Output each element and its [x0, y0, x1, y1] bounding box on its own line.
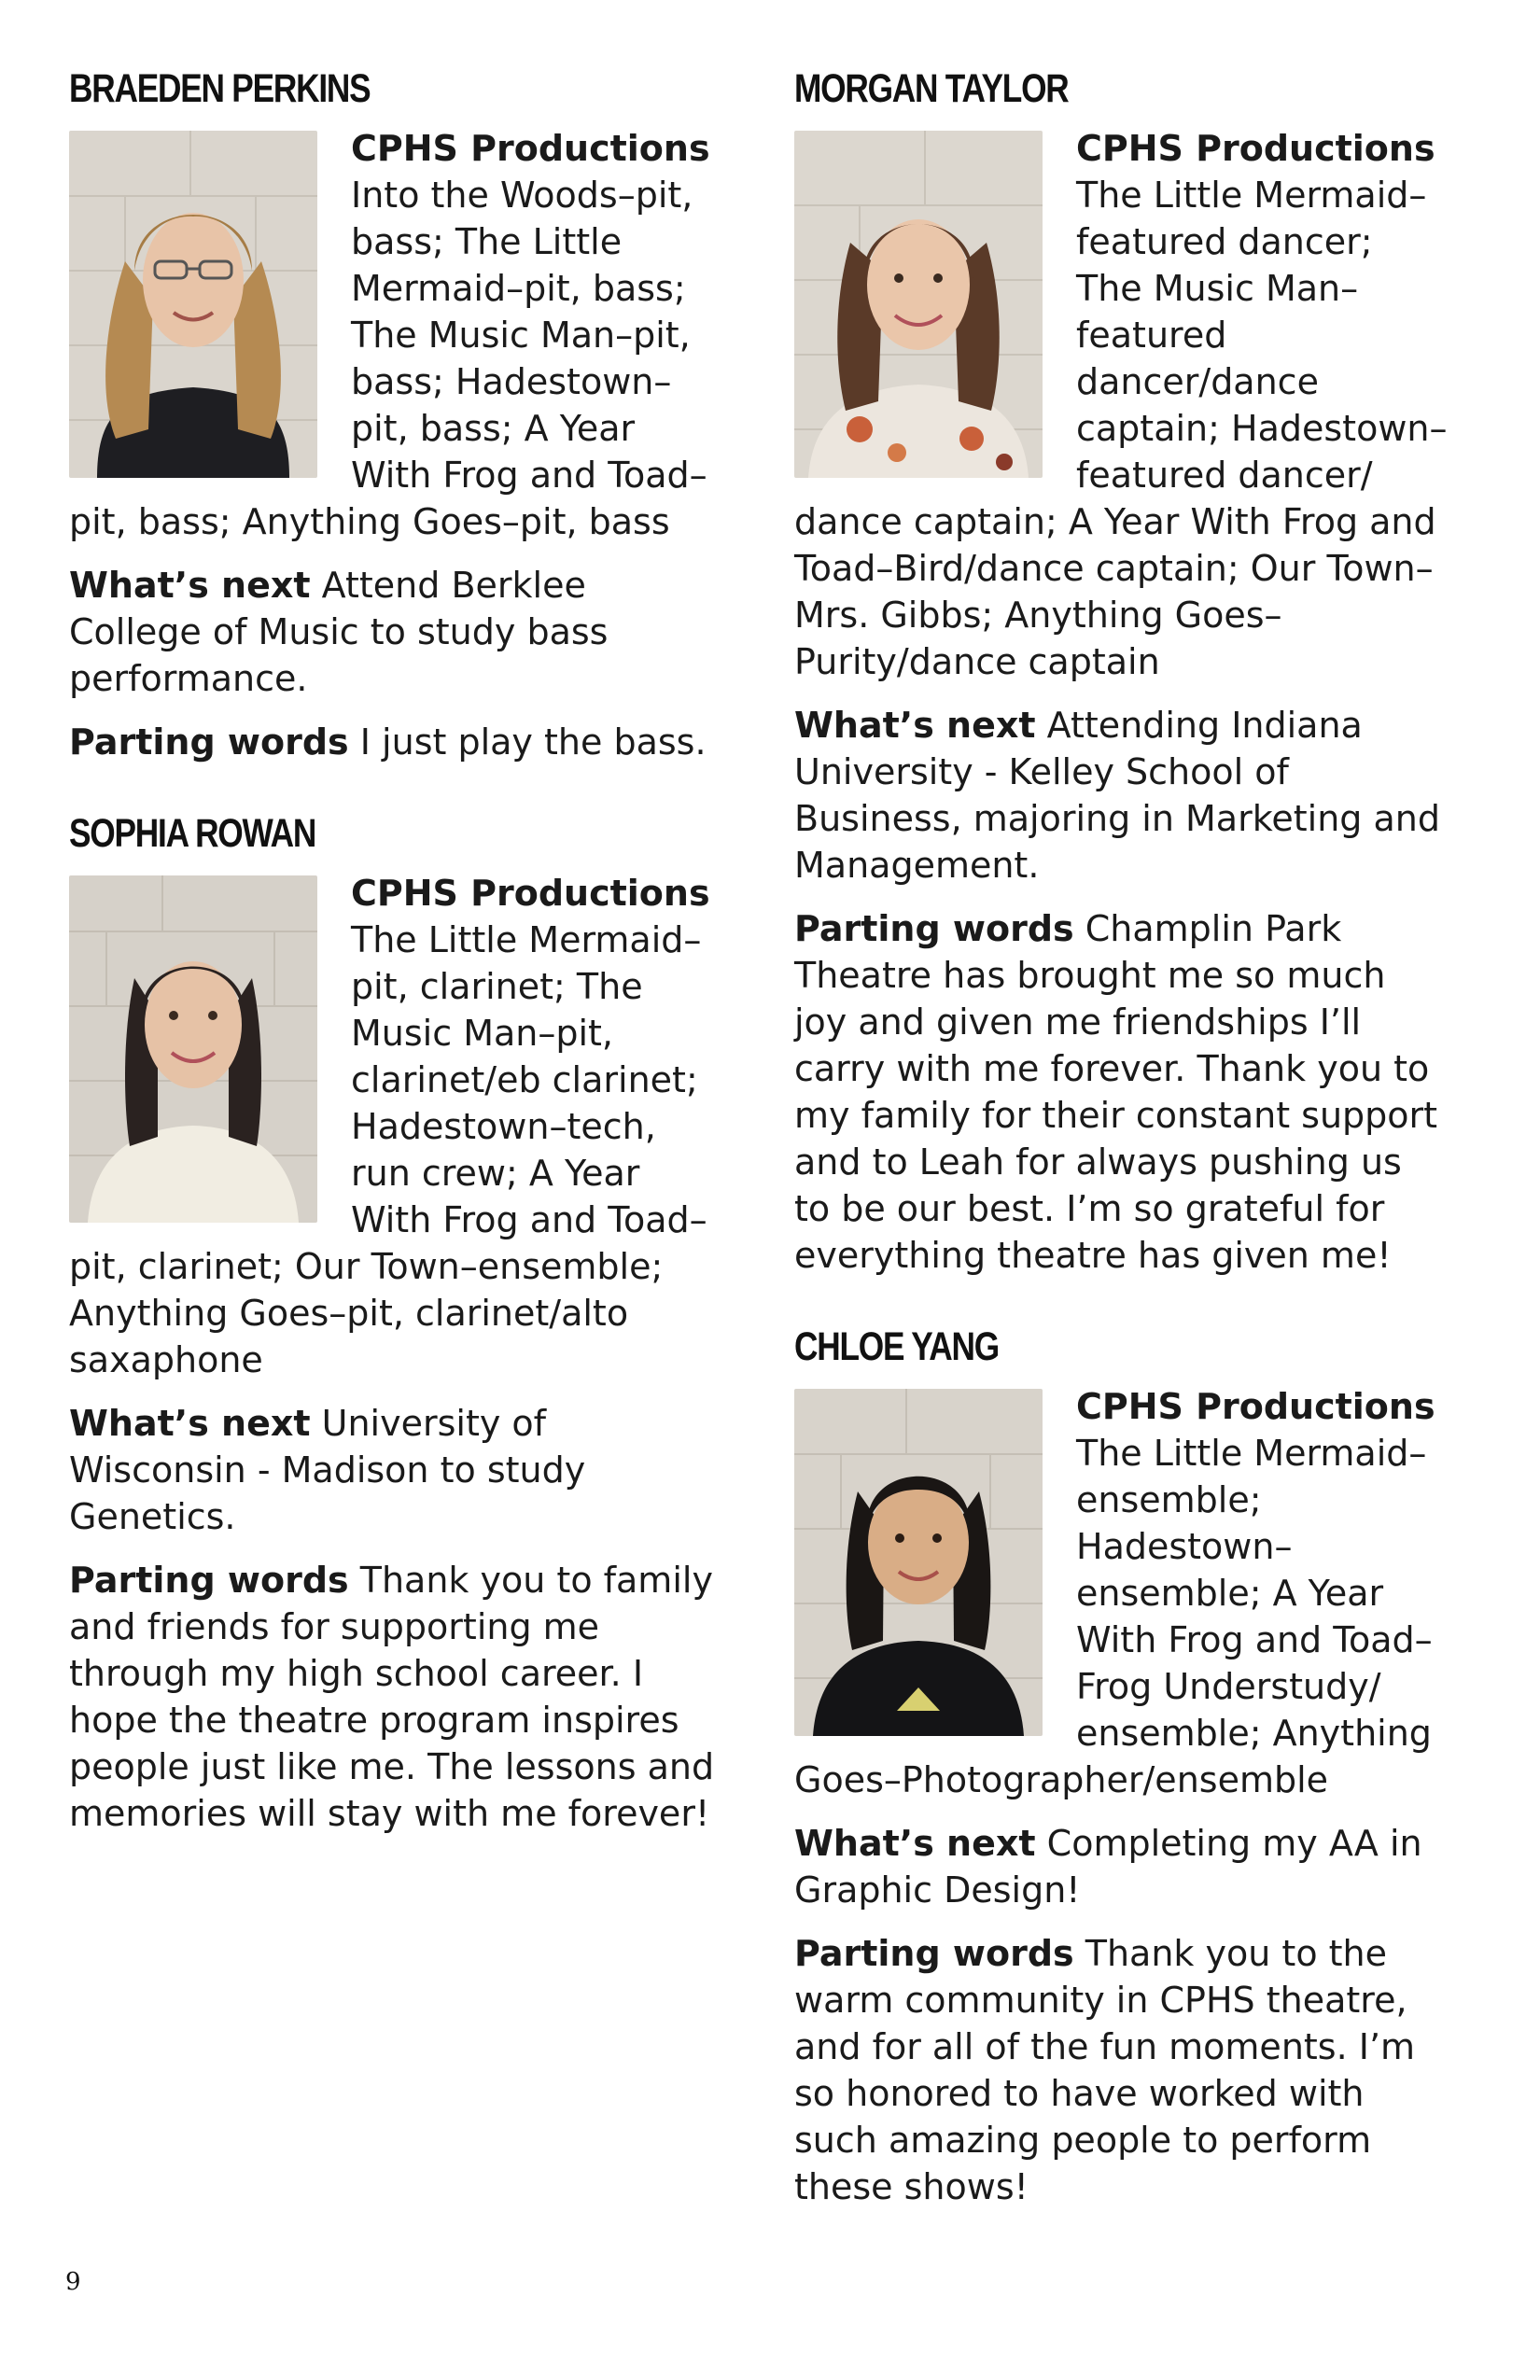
profile-braeden-perkins [69, 65, 722, 765]
parting-words-label: Parting words [794, 908, 1074, 949]
parting-words-text: I just play the bass. [359, 721, 707, 763]
parting-words-text: Champlin Park Theatre has brought me so much joy and given me friendships I’ll carry with me forever. Thank you to my family for their constant support and to Leah for always pushing us to be our best. I’m so grateful for everything theatre has given me! [794, 908, 1438, 1276]
whats-next-text: Attending Indiana University - Kelley School of Business, majoring in Marketing and Management. [794, 705, 1440, 886]
whats-next-text: University of Wisconsin - Madison to study Genetics. [69, 1403, 586, 1537]
productions-label: CPHS Productions [1076, 128, 1435, 169]
productions-label: CPHS Productions [1076, 1386, 1435, 1427]
profile-name: BRAEDEN PERKINS [69, 66, 371, 111]
whats-next-text: Completing my AA in Graphic Design! [794, 1823, 1422, 1911]
parting-words-label: Parting words [69, 721, 349, 763]
productions-text: The Little Mermaid–ensemble; Hadestown–ensemble; A Year With Frog and Toad–Frog Understudy/ ensemble; Anything Goes–Photographer/ensemble [794, 1433, 1433, 1800]
left-column [69, 65, 722, 1882]
profile-photo [794, 131, 1043, 478]
profile-name: MORGAN TAYLOR [794, 66, 1069, 111]
profile-chloe-yang [794, 1323, 1448, 2210]
profile-name: SOPHIA ROWAN [69, 811, 316, 856]
profile-sophia-rowan [69, 810, 722, 1837]
parting-words-text: Thank you to the warm community in CPHS theatre, and for all of the fun moments. I’m so honored to have worked with such amazing people to perform these shows! [794, 1933, 1416, 2207]
productions-text: The Little Mermaid–featured dancer; The Music Man–featured dancer/dance captain; Hadestown–featured dancer/ dance captain; A Year With Frog and Toad–Bird/dance captain; Our Town–Mrs. Gibbs; Anything Goes–Purity/dance captain [794, 175, 1448, 682]
parting-words-text: Thank you to family and friends for supporting me through my high school career. I hope the theatre program inspires people just like me. The lessons and memories will stay with me forever! [69, 1560, 715, 1834]
parting-words-label: Parting words [69, 1560, 349, 1601]
profile-photo [69, 875, 317, 1223]
productions-text: The Little Mermaid–pit, clarinet; The Music Man–pit, clarinet/eb clarinet; Hadestown–tech, run crew; A Year With Frog and Toad– pit, clarinet; Our Town–ensemble; Anything Goes–pit, clarinet/alto saxaphone [69, 919, 707, 1380]
parting-words-label: Parting words [794, 1933, 1074, 1974]
productions-label: CPHS Productions [351, 873, 710, 914]
profile-name: CHLOE YANG [794, 1324, 999, 1369]
productions-text: Into the Woods–pit, bass; The Little Mermaid–pit, bass; The Music Man–pit, bass; Hadestown–pit, bass; A Year With Frog and Toad–pit, bass; Anything Goes–pit, bass [69, 175, 707, 542]
whats-next-label: What’s next [69, 565, 311, 606]
profile-morgan-taylor [794, 65, 1448, 1279]
whats-next-label: What’s next [794, 705, 1036, 746]
profile-photo [69, 131, 317, 478]
whats-next-text: Attend Berklee College of Music to study bass performance. [69, 565, 609, 699]
whats-next-label: What’s next [794, 1823, 1036, 1864]
right-column [794, 65, 1448, 2255]
page-number: 9 [65, 2268, 81, 2296]
whats-next-label: What’s next [69, 1403, 311, 1444]
profile-photo [794, 1389, 1043, 1736]
productions-label: CPHS Productions [351, 128, 710, 169]
